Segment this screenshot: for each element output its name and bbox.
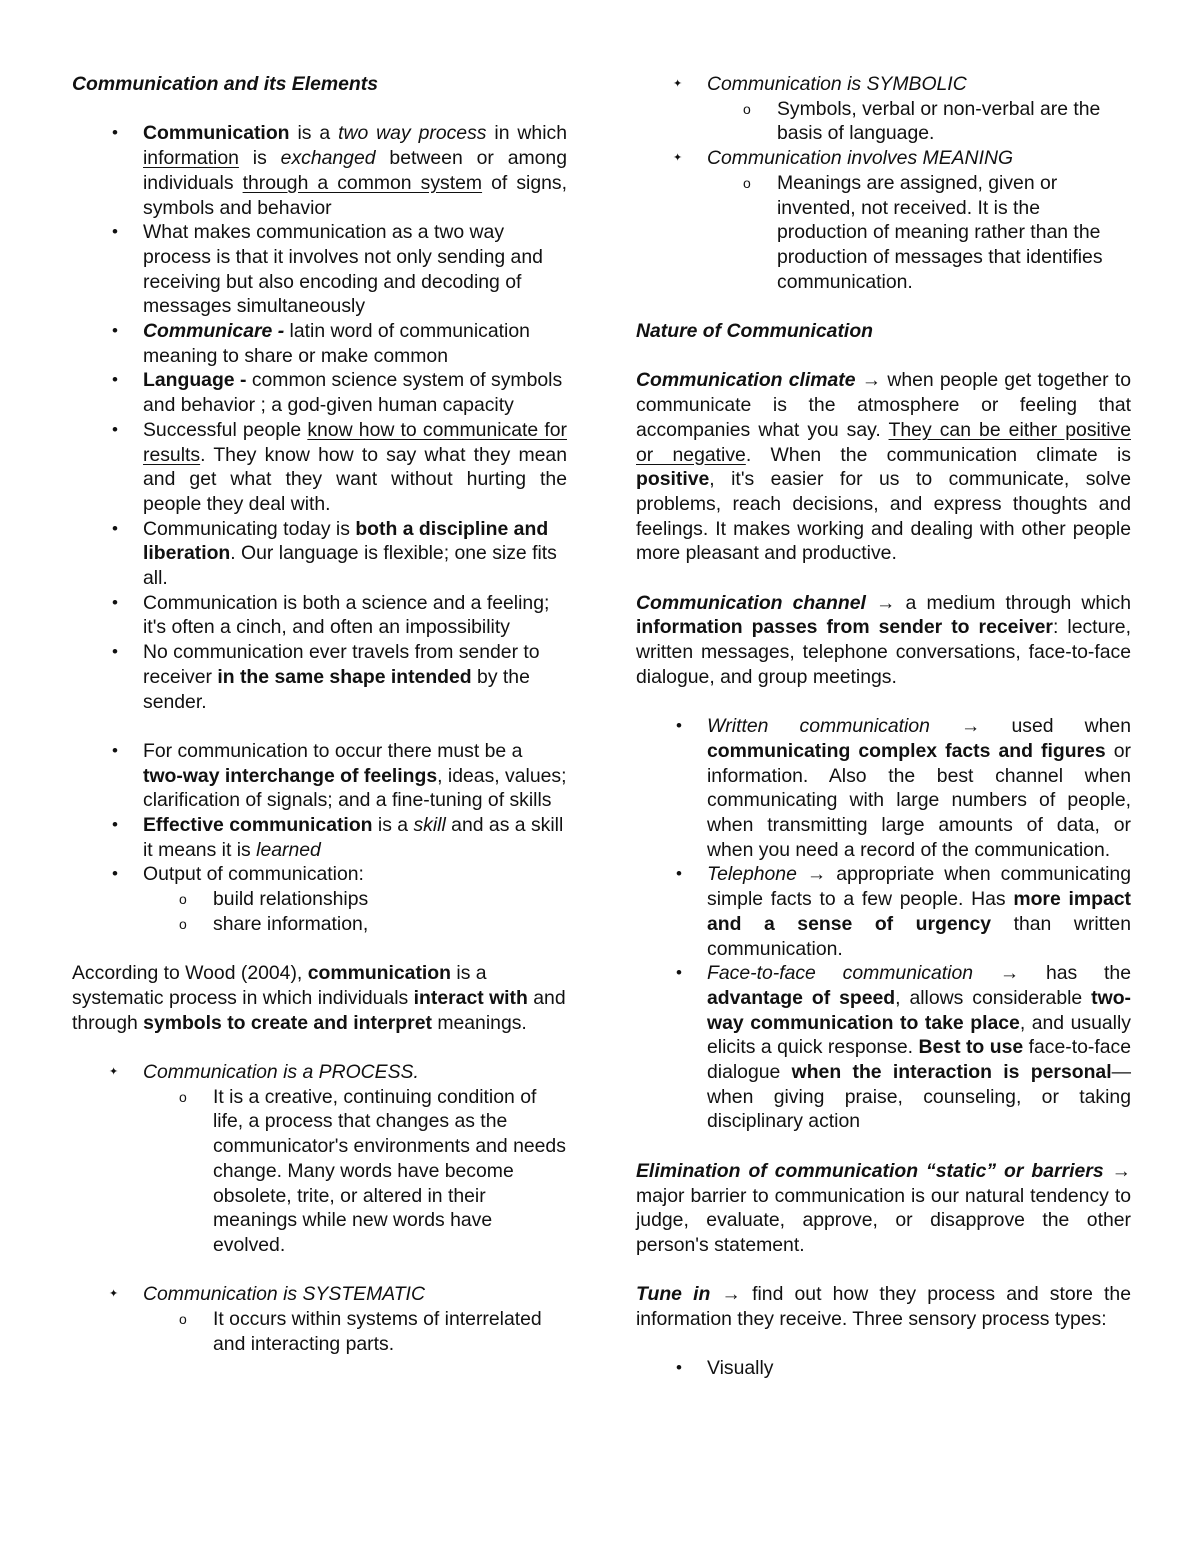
list-item: • Successful people know how to communicate for results. They know how to say what they mean and get what they want without hurting the people they deal with. [72, 418, 567, 517]
climate-paragraph: Communication climate → when people get together to communicate is the atmosphere or feeling that accompanies what you say. They can be either positive or negative. When the communication climate is positive, it's easier for us to communicate, solve problems, reach decisions, and express thoughts and feelings. It makes working and dealing with other people more pleasant and productive. [636, 369, 1131, 565]
elimination-paragraph: Elimination of communication “static” or barriers → major barrier to communication is our natural tendency to judge, evaluate, approve, or disapprove the other person's statement. [636, 1159, 1132, 1256]
list-item: • No communication ever travels from sender to receiver in the same shape intended by the sender. [72, 640, 567, 714]
list-item: • Telephone → appropriate when communicating simple facts to a few people. Has more impact and a sense of urgency than written communication. [636, 862, 1131, 961]
list-item: • Communicating today is both a discipline and liberation. Our language is flexible; one size fits all. [72, 517, 567, 591]
channel-paragraph: Communication channel → a medium through which information passes from sender to receiver: lecture, written messages, telephone conversations, face-to-face dialogue, and group meetings. [636, 591, 1131, 688]
systematic-item: ✦ Communication is SYSTEMATIC [72, 1282, 567, 1307]
list-item: • What makes communication as a two way process is that it involves not only sending and receiving but also encoding and decoding of messages simultaneously [72, 220, 567, 319]
tune-in-paragraph: Tune in → find out how they process and store the information they receive. Three sensory process types: [636, 1283, 1131, 1331]
meaning-item: ✦ Communication involves MEANING [636, 146, 1131, 171]
sub-list-item: o It is a creative, continuing condition of life, a process that changes as the communicator's environments and needs change. Many words have become obsolete, trite, or altered in their meanings while new words have evolved. [72, 1085, 567, 1258]
process-item: ✦ Communication is a PROCESS. [72, 1060, 567, 1085]
sub-list-item: o build relationships [72, 887, 567, 912]
wood-definition: According to Wood (2004), communication is a systematic process in which individuals interact with and through symbols to create and interpret meanings. [72, 962, 566, 1034]
sub-list-item: o Symbols, verbal or non-verbal are the basis of language. [636, 97, 1131, 146]
list-item: • Output of communication: [72, 862, 567, 887]
left-column [72, 72, 567, 1356]
list-item: • Language - common science system of symbols and behavior ; a god-given human capacity [72, 368, 567, 417]
right-column [636, 72, 1131, 1381]
list-item: • Communication is both a science and a feeling; it's often a cinch, and often an impossibility [72, 591, 567, 640]
symbolic-item: ✦ Communication is SYMBOLIC [636, 72, 1131, 97]
section-title-elements: Communication and its Elements [72, 73, 378, 95]
section-title-nature: Nature of Communication [636, 320, 874, 343]
sub-list-item: o It occurs within systems of interrelated and interacting parts. [72, 1307, 567, 1356]
list-item: • Face-to-face communication → has the advantage of speed, allows considerable two-way communication to take place, and usually elicits a quick response. Best to use face-to-face dialogue when the interaction is personal—when giving praise, counseling, or taking disciplinary action [636, 961, 1131, 1134]
list-item: • Communicare - latin word of communication meaning to share or make common [72, 319, 567, 368]
list-item: • Written communication → used when communicating complex facts and figures or information. Also the best channel when communicating with large numbers of people, when transmitting large amounts of data, or when you need a record of the communication. [636, 714, 1131, 862]
sub-list-item: o share information, [72, 912, 567, 937]
list-item: • Communication is a two way process in which information is exchanged between or among individuals through a common system of signs, symbols and behavior [72, 121, 567, 220]
sub-list-item: o Meanings are assigned, given or invented, not received. It is the production of meaning rather than the production of messages that identifies communication. [636, 171, 1131, 295]
list-item: • Visually [636, 1356, 1131, 1381]
list-item: • Effective communication is a skill and as a skill it means it is learned [72, 813, 567, 862]
list-item: • For communication to occur there must be a two-way interchange of feelings, ideas, values; clarification of signals; and a fine-tuning of skills [72, 739, 567, 813]
